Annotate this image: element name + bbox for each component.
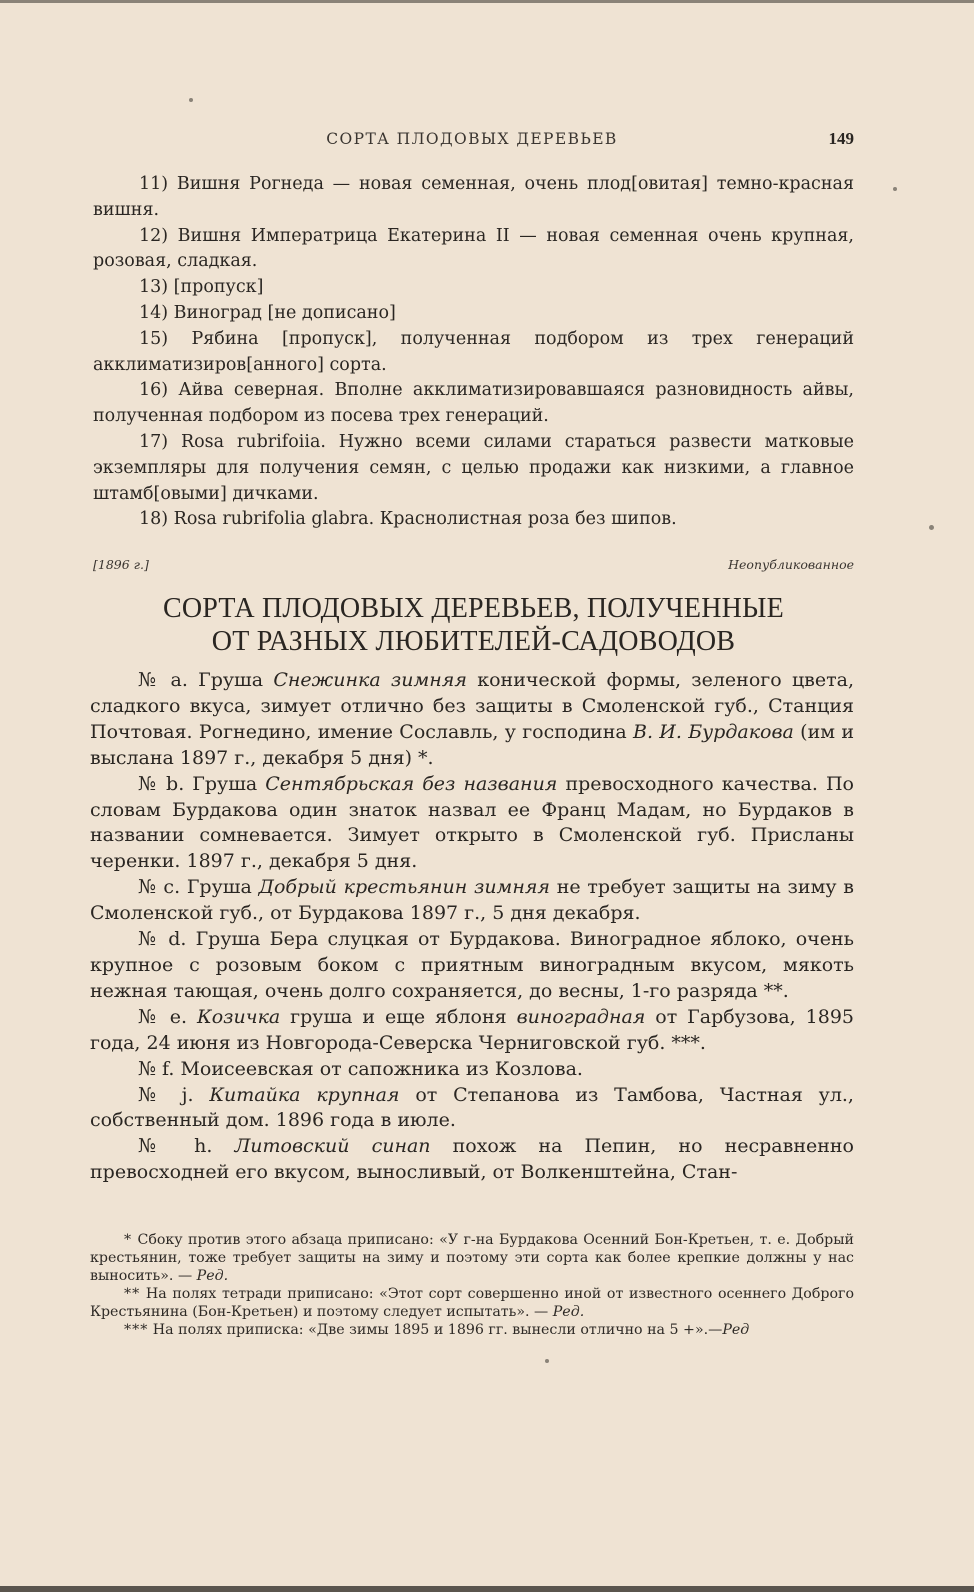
- footnote-mark: ***: [124, 1322, 149, 1338]
- entry-text: (им и выслана 1897 г., декабря 5 дня) *.: [90, 720, 854, 769]
- entry-prefix: № h.: [138, 1135, 235, 1158]
- section-title: [93, 592, 854, 658]
- list-item: 11) Вишня Рогнеда — новая семенная, очень плод[овитая] темно-красная вишня.: [93, 174, 854, 220]
- section-title-line-2: ОТ РАЗНЫХ ЛЮБИТЕЛЕЙ-САДОВОДОВ: [211, 626, 736, 657]
- footnote-text: На полях тетради приписано: «Этот сорт совершенно иной от известного осеннего Доброго Крестьянина (Бон-Кретьен) и поэтому следует испытать». —: [90, 1286, 854, 1320]
- entry-prefix: № с. Груша: [138, 876, 259, 899]
- entry-e: [90, 1005, 854, 1057]
- entry-h: [90, 1134, 854, 1186]
- paper-speck: [545, 1359, 549, 1363]
- running-head: [90, 130, 854, 154]
- footnotes: [90, 1231, 854, 1339]
- paper-speck: [189, 98, 193, 102]
- entry-prefix: № j.: [138, 1083, 210, 1106]
- entry-text: конической формы, зеленого цвета, сладкого вкуса, зимует отлично без защиты в Смоленской губ., Станция Почтовая. Рогнедино, имение Сославль, у господина: [90, 669, 854, 743]
- entry-prefix: № b. Груша: [138, 772, 266, 795]
- document-meta: [93, 557, 854, 577]
- entry-b: [90, 772, 854, 876]
- list-item: 15) Рябина [пропуск], полученная подбором из трех генераций акклиматизиров[анного] сорта.: [93, 328, 854, 375]
- bottom-page-edge: [0, 1586, 974, 1592]
- list-item: 18) Rosa rubrifolia glabra. Краснолистная роза без шипов.: [139, 509, 677, 530]
- entry-text: от Степанова из Тамбова, Частная ул., собственный дом. 1896 года в июле.: [90, 1083, 854, 1132]
- entry-text: от Гарбузова, 1895 года, 24 июня из Новгорода-Северска Черниговской губ. ***.: [90, 1005, 855, 1054]
- variety-name: Сентябрьская без названия: [265, 772, 558, 795]
- section-title-line-1: СОРТА ПЛОДОВЫХ ДЕРЕВЬЕВ, ПОЛУЧЕННЫЕ: [163, 593, 784, 624]
- footnote-mark: **: [124, 1286, 141, 1302]
- variety-name: виноградная: [516, 1005, 646, 1028]
- publication-note: Неопубликованное: [728, 557, 854, 572]
- entry-prefix: № е.: [138, 1005, 197, 1028]
- entry-j: [90, 1083, 854, 1135]
- editor-mark: Ред: [722, 1322, 750, 1338]
- variety-name: Снежинка зимняя: [273, 669, 467, 691]
- running-title: СОРТА ПЛОДОВЫХ ДЕРЕВЬЕВ: [326, 130, 618, 148]
- list-item: 14) Виноград [не дописано]: [139, 302, 396, 323]
- variety-name: Добрый крестьянин зимняя: [258, 876, 550, 899]
- document-date: [1896 г.]: [93, 557, 149, 572]
- page-number: 149: [828, 129, 854, 148]
- list-item: 17) Rosa rubrifoiia. Нужно всеми силами стараться развести матковые экземпляры для получения семян, с целью продажи как низкими, а главное штамб[овыми] дичками.: [93, 431, 854, 504]
- entry-f: № f. Моисеевская от сапожника из Козлова.: [138, 1057, 583, 1080]
- paper-speck: [893, 187, 897, 191]
- footnote-2: [90, 1285, 854, 1321]
- list-item: 16) Айва северная. Вполне акклиматизировавшаяся разновидность айвы, полученная подбором из посева трех генераций.: [93, 380, 854, 427]
- entry-a: [90, 668, 854, 772]
- footnote-3: [90, 1321, 854, 1339]
- footnote-text: Сбоку против этого абзаца приписано: «У г-на Бурдакова Осенний Бон-Кретьен, т. е. Добрый крестьянин, тоже требует защиты на зиму и поэтому эти сорта как более крепкие должны у нас выносить». —: [90, 1232, 854, 1284]
- entry-prefix: № а. Груша: [138, 669, 274, 691]
- list-item: 12) Вишня Императрица Екатерина II — новая семенная очень крупная, розовая, сладкая.: [93, 225, 854, 272]
- top-page-edge: [0, 0, 974, 3]
- editor-mark: Ред.: [552, 1304, 585, 1320]
- editor-mark: Ред.: [196, 1268, 229, 1284]
- entries-body: [90, 668, 854, 1186]
- entry-text: не требует защиты на зиму в Смоленской губ., от Бурдакова 1897 г., 5 дня декабря.: [90, 876, 854, 925]
- footnote-mark: *: [124, 1232, 133, 1248]
- variety-name: Китайка крупная: [209, 1083, 400, 1106]
- variety-list: [93, 172, 854, 533]
- variety-name: Литовский синап: [234, 1135, 431, 1158]
- footnote-text: На полях приписка: «Две зимы 1895 и 1896 гг. вынесли отлично на 5 +».—: [148, 1322, 723, 1338]
- entry-d: № d. Груша Бера слуцкая от Бурдакова. Виноградное яблоко, очень крупное с розовым боком с приятным виноградным вкусом, мякоть нежная тающая, очень долго сохраняется, до весны, 1-го разряда **.: [90, 928, 854, 1002]
- person-name: В. И. Бурдакова: [633, 720, 794, 743]
- paper-speck: [929, 525, 934, 530]
- list-item: 13) [пропуск]: [139, 277, 264, 298]
- entry-c: [90, 875, 854, 927]
- entry-text: превосходного качества. По словам Бурдакова один знаток назвал ее Франц Мадам, но Бурдаков в названии сомневается. Зимует открыто в Смоленской губ. Присланы черенки. 1897 г., декабря 5 дня.: [90, 772, 854, 873]
- entry-text: груша и еще яблоня: [280, 1005, 517, 1028]
- footnote-1: [90, 1231, 854, 1285]
- entry-text: похож на Пепин, но несравненно превосходней его вкусом, выносливый, от Волкенштейна, Стан-: [90, 1135, 854, 1184]
- variety-name: Козичка: [197, 1005, 281, 1028]
